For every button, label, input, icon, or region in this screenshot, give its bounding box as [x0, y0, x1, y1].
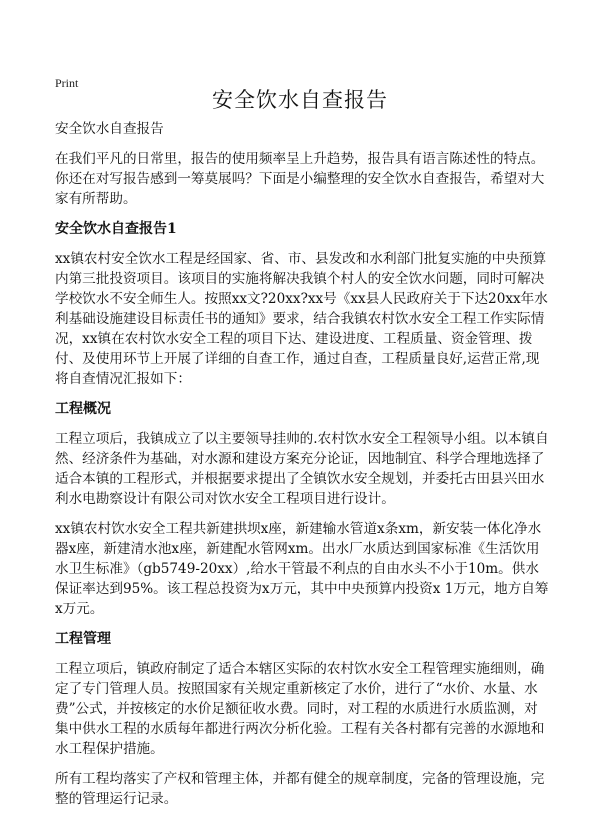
intro-paragraph: 在我们平凡的日常里，报告的使用频率呈上升趋势，报告具有语言陈述性的特点。你还在对写报告感到一筹莫展吗？下面是小编整理的安全饮水自查报告，希望对大家有所帮助。: [55, 151, 545, 207]
overview-heading: 工程概况: [55, 401, 111, 417]
document-body: [55, 119, 551, 819]
overview-paragraph-2: xx镇农村饮水安全工程共新建拱坝x座，新建输水管道x条xm，新安装一体化净水器x座，新建清水池x座，新建配水管网xm。出水厂水质达到国家标准《生活饮用水卫生标准》（gb5749-20xx）,给水干管最不利点的自由水头不小于10m。供水保证率达到95%。该工程总投资为x万元，其中中央预算内投资x 1万元，地方自筹x万元。: [55, 521, 549, 617]
page-title: 安全饮水自查报告: [212, 88, 388, 112]
management-paragraph-1: 工程立项后，镇政府制定了适合本辖区实际的农村饮水安全工程管理实施细则，确定了专门管理人员。按照国家有关规定重新核定了水价，进行了“水价、水量、水费”公式，并按核定的水价足额征收水费。同时，对工程的水质进行水质监测，对集中供水工程的水质每年都进行两次分析化验。工程有关各村都有完善的水源地和水工程保护措施。: [55, 661, 545, 757]
section1-heading: 安全饮水自查报告1: [55, 221, 177, 237]
overview-paragraph-1: 工程立项后，我镇成立了以主要领导挂帅的.农村饮水安全工程领导小组。以本镇自然、经济条件为基础，对水源和建设方案充分论证，因地制宜、科学合理地选择了适合本镇的工程形式，并根据要求提出了全镇饮水安全规划，并委托古田县兴田水利水电勘察设计有限公司对饮水安全工程项目进行设计。: [55, 431, 549, 507]
management-heading: 工程管理: [55, 631, 111, 647]
management-paragraph-2: 所有工程均落实了产权和管理主体，并都有健全的规章制度，完备的管理设施，完整的管理运行记录。: [55, 771, 545, 807]
subtitle: 安全饮水自查报告: [55, 121, 164, 137]
print-link[interactable]: Print: [55, 76, 79, 90]
section1-paragraph: xx镇农村安全饮水工程是经国家、省、市、县发改和水利部门批复实施的中央预算内第三批投资项目。该项目的实施将解决我镇个村人的安全饮水问题，同时可解决学校饮水不安全师生人。按照xx文?20xx?xx号《xx县人民政府关于下达20xx年水利基础设施建设目标责任书的通知》要求，结合我镇农村饮水安全工程工作实际情况，xx镇在农村饮水安全工程的项目下达、建设进度、工程质量、资金管理、拨付、及使用环节上开展了详细的自查工作，通过自查，工程质量良好,运营正常,现将自查情况汇报如下：: [55, 251, 548, 387]
